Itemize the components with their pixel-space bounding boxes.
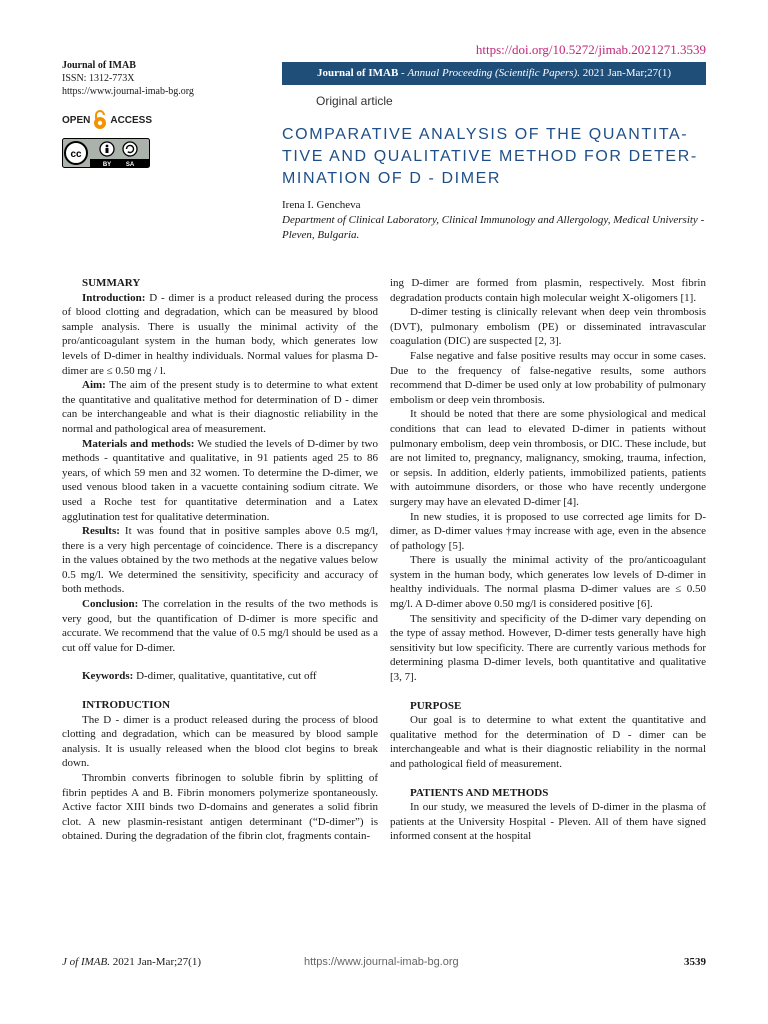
article-type: Original article <box>316 94 393 108</box>
left-column <box>62 276 378 844</box>
summary-heading: SUMMARY <box>82 277 141 289</box>
footer-citation: J of IMAB. 2021 Jan-Mar;27(1) <box>62 956 201 968</box>
footer-url[interactable]: https://www.journal-imab-bg.org <box>304 956 459 968</box>
banner-dash: - <box>398 67 408 79</box>
journal-banner <box>282 62 706 85</box>
cc-by-label: BY <box>102 162 112 168</box>
journal-url[interactable]: https://www.journal-imab-bg.org <box>62 86 194 97</box>
body-paragraph: False negative and false positive results may occur in some cases. Due to the frequency of false-negative results, some authors recommend that D-dimer be used only at low probability of pulmonary embolism or deep vein thrombosis. <box>390 349 706 406</box>
open-label: OPEN <box>62 114 91 126</box>
summary-aim: Aim: The aim of the present study is to determine to what extent the quantitative and qualitative method for determination of D - dimer can be interchangeable and what is their diagnostic reliability in the normal and pathological area of measurement. <box>62 379 378 435</box>
summary-conclusion: Conclusion: The correlation in the results of the two methods is very good, but the quantification of D-dimer is more specific and accurate. We recommend that the value of 0.5 mg/l should be used as a cut off value for D-dimer. <box>62 598 378 654</box>
banner-journal: Journal of IMAB <box>317 67 399 79</box>
author-name: Irena I. Gencheva <box>282 199 361 211</box>
access-label: ACCESS <box>110 114 153 126</box>
cc-sa-label: SA <box>125 162 135 168</box>
journal-title: Journal of IMAB <box>62 60 136 71</box>
body-paragraph: ing D-dimer are formed from plasmin, respectively. Most fibrin degradation products contain high molecular weight X-oligomers [1]. <box>390 277 706 304</box>
summary-methods: Materials and methods: We studied the levels of D-dimer by two methods - quantitative and qualitative, in 91 patients aged 25 to 86 years, of which 59 men and 32 women. To determine the D-dimer, we used venous blood taken in a vacuette containing sodium citrate. We used a Roche test for quantitative determination and a Latex agglutination test for qualitative determination. <box>62 437 379 523</box>
body-paragraph: It should be noted that there are some physiological and medical conditions that can lead to elevated D-dimer in patients without pulmonary embolism, deep vein thrombosis, or DIC. These include, but are not limited to, pregnancy, malignancy, smoking, trauma, infection, or sepsis. In addition, elderly patients, immobilized patients, patients with autoimmune disorders, or those who have recently undergone surgery may have an elevated D-dimer [4]. <box>390 408 706 508</box>
body-paragraph: D-dimer testing is clinically relevant when deep vein thrombosis (DVT), pulmonary embolism (PE) or disseminated intravascular coagulation (DIC) are suspected [2, 3]. <box>390 306 706 348</box>
cc-by-sa-license-icon <box>62 138 150 168</box>
keywords: Keywords: D-dimer, qualitative, quantitative, cut off <box>82 670 317 683</box>
open-lock-icon <box>92 110 108 130</box>
summary-introduction: Introduction: D - dimer is a product released during the process of blood clotting and degradation, which can be measured by blood sample analysis. There is usually the minimal activity of the pro/anticoagulant system in the human body, which generates low levels of D-dimer in healthy individuals. Normal values for plasma D-dimer are ≤ 0.50 mg / l. <box>62 291 378 377</box>
purpose-heading: PURPOSE <box>410 699 462 712</box>
patients-methods-heading: PATIENTS AND METHODS <box>410 786 549 799</box>
journal-issn: ISSN: 1312-773X <box>62 73 135 84</box>
open-access-logo <box>62 110 152 130</box>
methods-paragraph: In our study, we measured the levels of D-dimer in the plasma of patients at the University Hospital - Pleven. All of them have signed informed consent at the hospital <box>390 801 706 843</box>
page-number: 3539 <box>684 956 706 968</box>
doi-link[interactable]: https://doi.org/10.5272/jimab.2021271.3539 <box>475 42 706 57</box>
introduction-heading: INTRODUCTION <box>82 699 171 712</box>
body-paragraph: There is usually the minimal activity of the pro/anticoagulant system in the human body, which generates low levels of D-dimer in healthy individuals. The normal plasma D-dimer values are ≤ 0.50 mg/l. A D-dimer above 0.50 mg/l is considered positive [6]. <box>390 554 706 611</box>
right-column <box>390 276 706 844</box>
body-paragraph: The sensitivity and specificity of the D-dimer vary depending on the type of assay method. However, D-dimer tests generally have high sensitivity but low specificity. There are currently various methods for determining plasma D-dimer levels, both quantitative and qualitative [3, 7]. <box>390 612 706 684</box>
body-paragraph: In new studies, it is proposed to use corrected age limits for D-dimer, as D-dimer values †may increase with age, even in the absence of pathology [5]. <box>390 510 706 552</box>
banner-issue: 2021 Jan-Mar;27(1) <box>579 67 671 79</box>
introduction-paragraph: Thrombin converts fibrinogen to soluble fibrin by splitting of fibrin peptides A and B. Fibrin monomers polymerize spontaneously. Active factor XIII binds two D-domains and generates a solid fibrin clot. A new plasmin-resistant antigen determinant (“D-dimer”) is obtained. During the degradation of the fibrin clot, fragments contain- <box>62 772 378 843</box>
summary-results: Results: It was found that in positive samples above 0.5 mg/l, there is a very high percentage of coincidence. There is a discrepancy in the values obtained by the two methods at the negative values below 0.5 mg/l. We determined the sensitivity, specificity and accuracy of both methods. <box>62 525 378 596</box>
svg-text:cc: cc <box>70 149 82 160</box>
journal-info <box>62 59 194 98</box>
introduction-paragraph: The D - dimer is a product released during the process of blood clotting and degradation, which can be measured by blood sample analysis. It is usually released when the blood clot begins to break down. <box>62 713 378 770</box>
banner-series: Annual Proceeding (Scientific Papers). <box>407 67 580 79</box>
purpose-paragraph: Our goal is to determine to what extent the quantitative and qualitative method for the determination of D - dimer can be interchangeable and what is their diagnostic reliability in the normal and pathological field of measurement. <box>390 714 706 770</box>
author-affiliation: Department of Clinical Laboratory, Clinical Immunology and Allergology, Medical University - Pleven, Bulgaria. <box>282 214 705 241</box>
article-title: COMPARATIVE ANALYSIS OF THE QUANTITA- TIVE AND QUALITATIVE METHOD FOR DETER- MINATION OF D - DIMER <box>282 126 698 187</box>
